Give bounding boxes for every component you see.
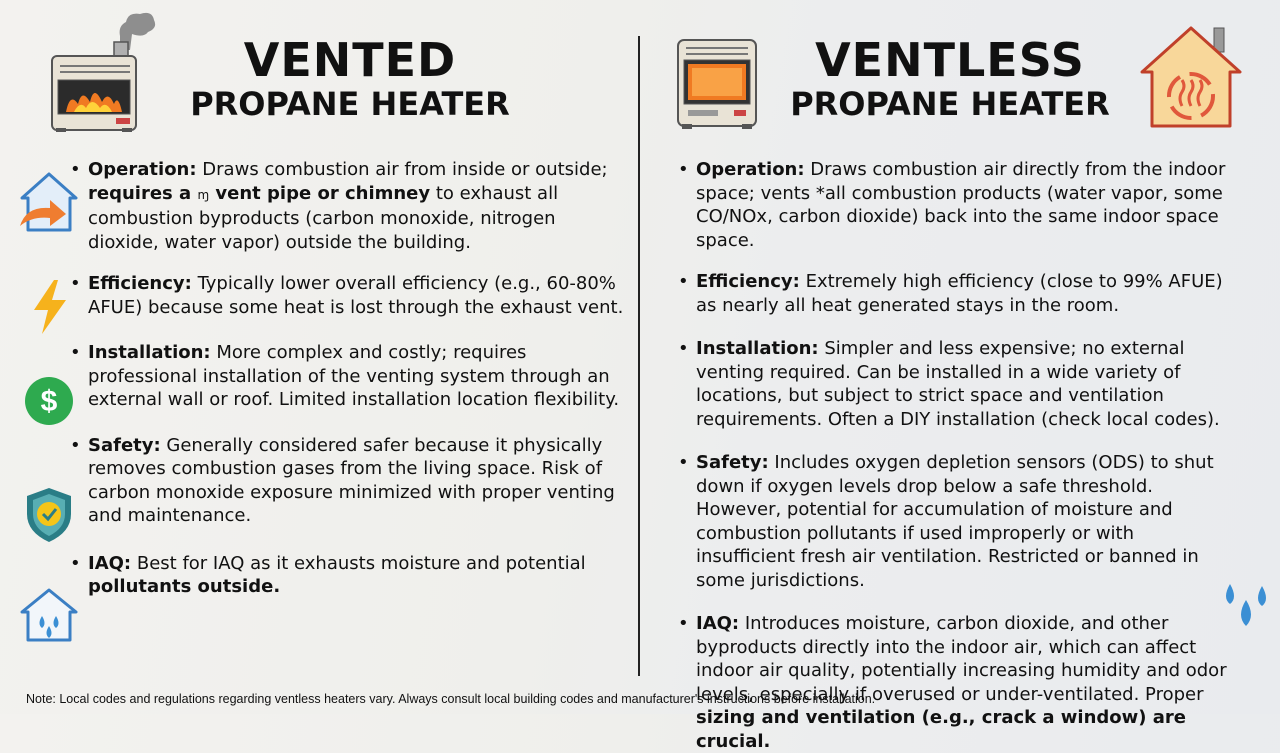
vented-heading: VENTED: [243, 33, 457, 87]
item-glyph: ɱ: [197, 187, 210, 202]
ventless-efficiency-item: [678, 270, 1238, 317]
item-text: More complex and costly; requires professional installation of the venting system through an external wall or roof. Limited installation location flexibility.: [88, 342, 620, 410]
item-text: Introduces moisture, carbon dioxide, and other byproducts directly into the indoor air, which can affect indoor air quality, potentially increasing humidity and odor levels, especially if overused or under-ventilated. Proper: [696, 613, 1227, 705]
bullet: •: [70, 159, 81, 180]
footnote: Note: Local codes and regulations regarding ventless heaters vary. Always consult local building codes and manufacturer's instructions before installation.: [26, 692, 876, 706]
bullet: •: [678, 338, 689, 359]
item-text: Draws combustion air from inside or outside;: [196, 159, 608, 180]
item-bold-text: sizing and ventilation (e.g., crack a window) are crucial.: [696, 707, 1187, 752]
item-label: Operation:: [88, 159, 197, 180]
bullet: •: [678, 159, 689, 180]
item-text: Generally considered safer because it physically removes combustion gases from the living space. Risk of carbon monoxide exposure minimized with proper venting and maintenance.: [88, 434, 615, 526]
item-text: Includes oxygen depletion sensors (ODS) to shut down if oxygen levels drop below a safe threshold. However, potential for accumulation of moisture and combustion pollutants if used improperly or with insufficient fresh air ventilation. Restricted or banned in some jurisdictions.: [696, 452, 1214, 591]
bullet: •: [678, 613, 689, 634]
bullet: •: [70, 552, 81, 574]
shield-check-icon: [24, 486, 74, 544]
bullet: •: [70, 273, 81, 294]
vented-subheading: PROPANE HEATER: [190, 85, 510, 123]
item-label: Installation:: [696, 338, 819, 359]
bullet: •: [70, 342, 81, 363]
bullet: •: [70, 434, 81, 456]
ventless-installation-item: [678, 337, 1238, 431]
vented-list: [70, 158, 625, 599]
item-text: Best for IAQ as it exhausts moisture and potential: [131, 552, 586, 574]
ventless-subheading: PROPANE HEATER: [790, 85, 1110, 123]
ventless-safety-item: [678, 451, 1238, 592]
vented-title: [160, 34, 540, 122]
item-label: Installation:: [88, 342, 211, 363]
ventless-operation-item: [678, 158, 1238, 252]
item-label: Efficiency:: [88, 273, 192, 294]
item-bold-text: pollutants outside.: [88, 576, 281, 597]
ventless-list: [678, 158, 1238, 753]
vented-efficiency-item: [70, 272, 625, 319]
vented-iaq-item: [70, 552, 625, 599]
item-label: Operation:: [696, 159, 805, 180]
item-label: IAQ:: [696, 613, 740, 634]
item-text: Extremely high efficiency (close to 99% AFUE) as nearly all heat generated stays in the room.: [696, 271, 1223, 316]
dollar-icon: [24, 376, 74, 426]
vented-safety-item: [70, 434, 625, 528]
vented-installation-item: [70, 341, 625, 412]
item-text: Draws combustion air directly from the indoor space; vents *all combustion products (water vapor, some CO/NOx, carbon dioxide) back into the same indoor space space.: [696, 159, 1226, 251]
item-label: Efficiency:: [696, 271, 800, 292]
item-label: IAQ:: [88, 552, 132, 574]
item-label: Safety:: [88, 434, 161, 456]
item-text: to exhaust all combustion byproducts (carbon monoxide, nitrogen dioxide, water vapor) outside the building.: [88, 182, 559, 253]
item-text: Simpler and less expensive; no external venting required. Can be installed in a wide variety of locations, but subject to strict space and ventilation requirements. Often a DIY installation (check local codes).: [696, 338, 1220, 430]
column-divider: [638, 36, 640, 676]
bullet: •: [678, 452, 689, 473]
item-bold-text: requires a: [88, 182, 198, 204]
item-label: Safety:: [696, 452, 769, 473]
svg-text:$: $: [40, 385, 58, 418]
ventless-iaq-item: [678, 612, 1238, 753]
ventless-heading: VENTLESS: [815, 33, 1085, 87]
item-bold-text: vent pipe or chimney: [209, 182, 431, 204]
vented-heater-icon: [48, 8, 160, 136]
house-circulation-icon: [1138, 22, 1244, 132]
lightning-icon: [30, 278, 70, 336]
ventless-title: [760, 34, 1140, 122]
vented-operation-item: [70, 158, 625, 254]
bullet: •: [678, 271, 689, 292]
ventless-heater-icon: [676, 36, 760, 132]
item-text: Typically lower overall efficiency (e.g., 60-80% AFUE) because some heat is lost through the exhaust vent.: [88, 273, 624, 318]
